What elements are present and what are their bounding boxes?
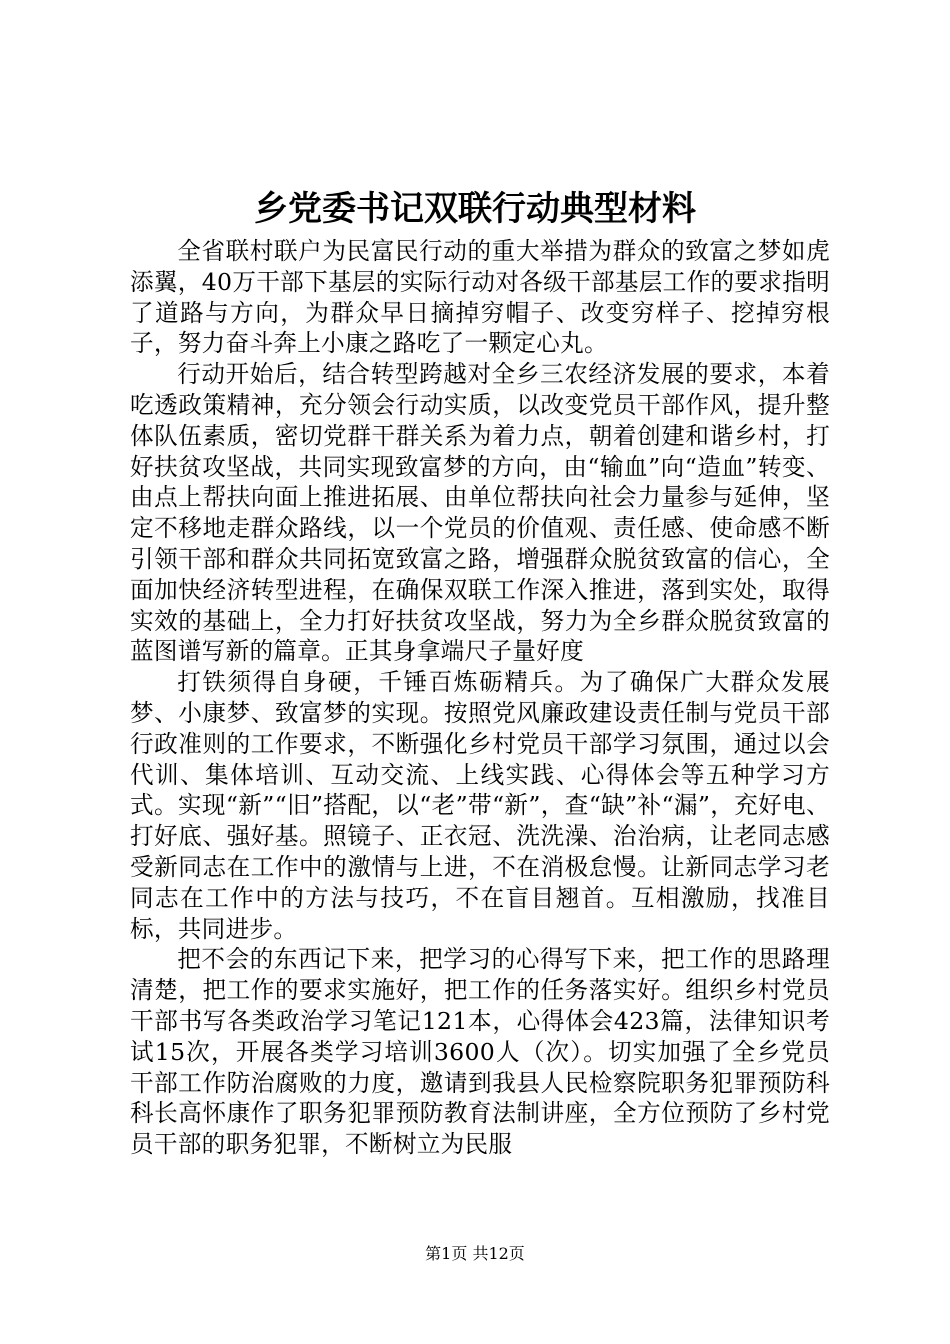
page-number-footer: 第1页 共12页 [425, 1244, 525, 1263]
document-title: 乡党委书记双联行动典型材料 [254, 189, 696, 229]
document-body [130, 236, 830, 1160]
paragraph: 打铁须得自身硬，千锤百炼砺精兵。为了确保广大群众发展梦、小康梦、致富梦的实现。按照党风廉政建设责任制与党员干部行政准则的工作要求，不断强化乡村党员干部学习氛围，通过以会代训、集体培训、互动交流、上线实践、心得体会等五种学习方式。实现“新”“旧”搭配，以“老”带“新”，查“缺”补“漏”，充好电、打好底、强好基。照镜子、正衣冠、洗洗澡、治治病，让老同志感受新同志在工作中的激情与上进，不在消极怠慢。让新同志学习老同志在工作中的方法与技巧，不在盲目翘首。互相激励，找准目标，共同进步。 [130, 668, 830, 943]
paragraph: 全省联村联户为民富民行动的重大举措为群众的致富之梦如虎添翼，40万干部下基层的实际行动对各级干部基层工作的要求指明了道路与方向，为群众早日摘掉穷帽子、改变穷样子、挖掉穷根子，努力奋斗奔上小康之路吃了一颗定心丸。 [130, 237, 830, 358]
paragraph: 把不会的东西记下来，把学习的心得写下来，把工作的思路理清楚，把工作的要求实施好，把工作的任务落实好。组织乡村党员干部书写各类政治学习笔记121本，心得体会423篇，法律知识考试15次，开展各类学习培训3600人（次）。切实加强了全乡党员干部工作防治腐败的力度，邀请到我县人民检察院职务犯罪预防科科长高怀康作了职务犯罪预防教育法制讲座，全方位预防了乡村党员干部的职务犯罪，不断树立为民服 [130, 945, 830, 1159]
paragraph: 行动开始后，结合转型跨越对全乡三农经济发展的要求，本着吃透政策精神，充分领会行动实质，以改变党员干部作风，提升整体队伍素质，密切党群干群关系为着力点，朝着创建和谐乡村，打好扶贫攻坚战，共同实现致富梦的方向，由“输血”向“造血”转变、由点上帮扶向面上推进拓展、由单位帮扶向社会力量参与延伸，坚定不移地走群众路线，以一个党员的价值观、责任感、使命感不断引领干部和群众共同拓宽致富之路，增强群众脱贫致富的信心，全面加快经济转型进程，在确保双联工作深入推进，落到实处，取得实效的基础上，全力打好扶贫攻坚战，努力为全乡群众脱贫致富的蓝图谱写新的篇章。正其身拿端尺子量好度 [130, 360, 830, 666]
